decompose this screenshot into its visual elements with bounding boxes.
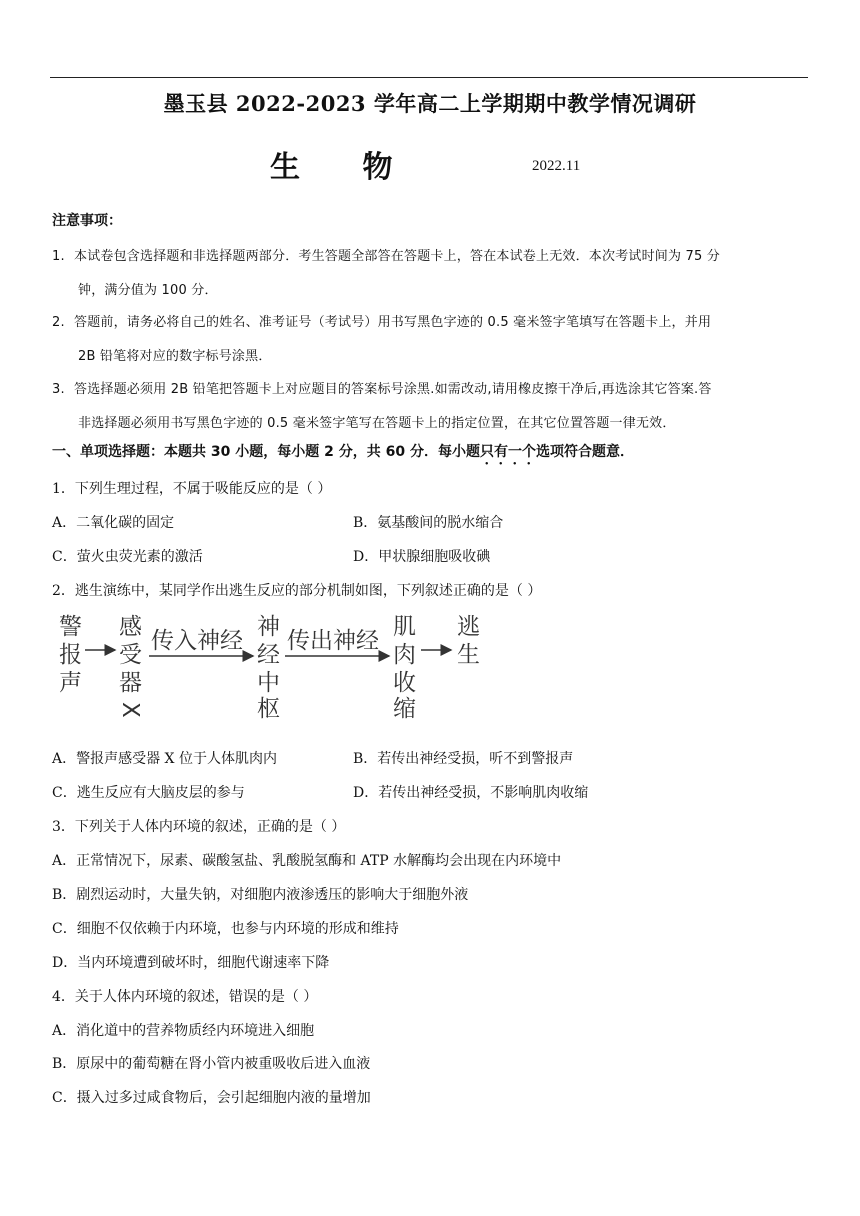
exam-date: 2022.11 <box>532 158 581 174</box>
diagram-node-receptor: 器 <box>119 670 142 696</box>
reflex-diagram <box>55 612 495 722</box>
q1-option-b: B．氨基酸间的脱水缩合 <box>353 515 504 531</box>
subject-title: 生 物 <box>270 150 419 185</box>
notice-item-3 <box>52 373 808 441</box>
q4-stem: 4．关于人体内环境的叙述，错误的是（ ） <box>52 989 318 1005</box>
q4-option-b: B．原尿中的葡萄糖在肾小管内被重吸收后进入血液 <box>52 1056 371 1072</box>
diagram-node-muscle: 肌 <box>393 614 416 640</box>
q2-stem: 2．逃生演练中，某同学作出逃生反应的部分机制如图，下列叙述正确的是（ ） <box>52 583 542 599</box>
notice-item-number: 2. <box>52 315 65 330</box>
diagram-node-muscle: 收 <box>393 670 416 696</box>
diagram-node-center: 神 <box>257 614 280 640</box>
notice-item-continuation: 钟，满分值为 100 分． <box>78 283 218 298</box>
notice-item-2 <box>52 306 808 374</box>
q3-option-b: B．剧烈运动时，大量失钠，对细胞内液渗透压的影响大于细胞外液 <box>52 887 469 903</box>
notice-heading: 注意事项： <box>52 213 122 229</box>
diagram-node-receptor: 感 <box>119 614 142 640</box>
q2-option-d: D．若传出神经受损，不影响肌肉收缩 <box>353 785 589 801</box>
notice-item-continuation: 2B 铅笔将对应的数字标号涂黑． <box>78 349 272 364</box>
diagram-node-center: 枢 <box>257 696 280 722</box>
q2-option-a: A．警报声感受器 X 位于人体肌肉内 <box>52 751 277 767</box>
q3-option-c: C．细胞不仅依赖于内环境，也参与内环境的形成和维持 <box>52 921 399 937</box>
diagram-node-escape: 生 <box>457 642 480 668</box>
q1-stem: 1．下列生理过程，不属于吸能反应的是（ ） <box>52 481 332 497</box>
notice-item-text: 本试卷包含选择题和非选择题两部分．考生答题全部答在答题卡上，答在本试卷上无效．本次考试时间为 75 分 <box>74 249 721 264</box>
q4-option-c: C．摄入过多过咸食物后，会引起细胞内液的量增加 <box>52 1090 371 1106</box>
diagram-node-alarm: 报 <box>59 642 82 668</box>
notice-item-text: 答题前，请务必将自己的姓名、准考证号（考试号）用书写黑色字迹的 0.5 毫米签字笔填写在答题卡上，并用 <box>74 315 712 330</box>
diagram-node-center: 经 <box>257 642 280 668</box>
q1-option-c: C．萤火虫荧光素的激活 <box>52 549 203 565</box>
q1-option-d: D．甲状腺细胞吸收碘 <box>353 549 491 565</box>
notice-item-number: 3. <box>52 382 65 397</box>
notice-item-continuation: 非选择题必须用书写黑色字迹的 0.5 毫米签字笔写在答题卡上的指定位置，在其它位置答题一律无效． <box>78 416 676 431</box>
header-rule <box>50 77 808 78</box>
diagram-label-efferent: 传出神经 <box>287 628 379 654</box>
diagram-node-muscle: 肉 <box>393 642 416 668</box>
diagram-node-receptor: 受 <box>119 642 142 668</box>
q2-option-c: C．逃生反应有大脑皮层的参与 <box>52 785 245 801</box>
diagram-node-alarm: 声 <box>59 670 82 696</box>
q3-option-d: D．当内环境遭到破坏时，细胞代谢速率下降 <box>52 955 330 971</box>
section-heading-text: 一、单项选择题：本题共 30 小题，每小题 2 分，共 60 分．每小题 <box>52 444 480 460</box>
diagram-node-alarm: 警 <box>59 614 82 640</box>
q1-option-a: A．二氧化碳的固定 <box>52 515 175 531</box>
section-heading <box>52 441 634 468</box>
notice-item-text: 答选择题必须用 2B 铅笔把答题卡上对应题目的答案标号涂黑.如需改动,请用橡皮擦干净后,再选涂其它答案.答 <box>74 382 712 397</box>
diagram-label-afferent: 传入神经 <box>151 628 243 654</box>
diagram-node-receptor: X <box>117 702 143 718</box>
section-heading-emphasis: 只有一个 <box>479 444 536 460</box>
exam-title: 墨玉县 2022-2023 学年高二上学期期中教学情况调研 <box>163 91 697 116</box>
diagram-node-center: 中 <box>257 670 280 696</box>
notice-item-1 <box>52 240 808 308</box>
q2-option-b: B．若传出神经受损，听不到警报声 <box>353 751 574 767</box>
q3-stem: 3．下列关于人体内环境的叙述，正确的是（ ） <box>52 819 346 835</box>
notice-item-number: 1. <box>52 249 65 264</box>
q4-option-a: A．消化道中的营养物质经内环境进入细胞 <box>52 1023 315 1039</box>
section-heading-suffix: 选项符合题意． <box>535 444 634 460</box>
q3-option-a: A．正常情况下，尿素、碳酸氢盐、乳酸脱氢酶和 ATP 水解酶均会出现在内环境中 <box>52 853 562 869</box>
diagram-node-muscle: 缩 <box>393 696 416 722</box>
diagram-node-escape: 逃 <box>457 614 480 640</box>
